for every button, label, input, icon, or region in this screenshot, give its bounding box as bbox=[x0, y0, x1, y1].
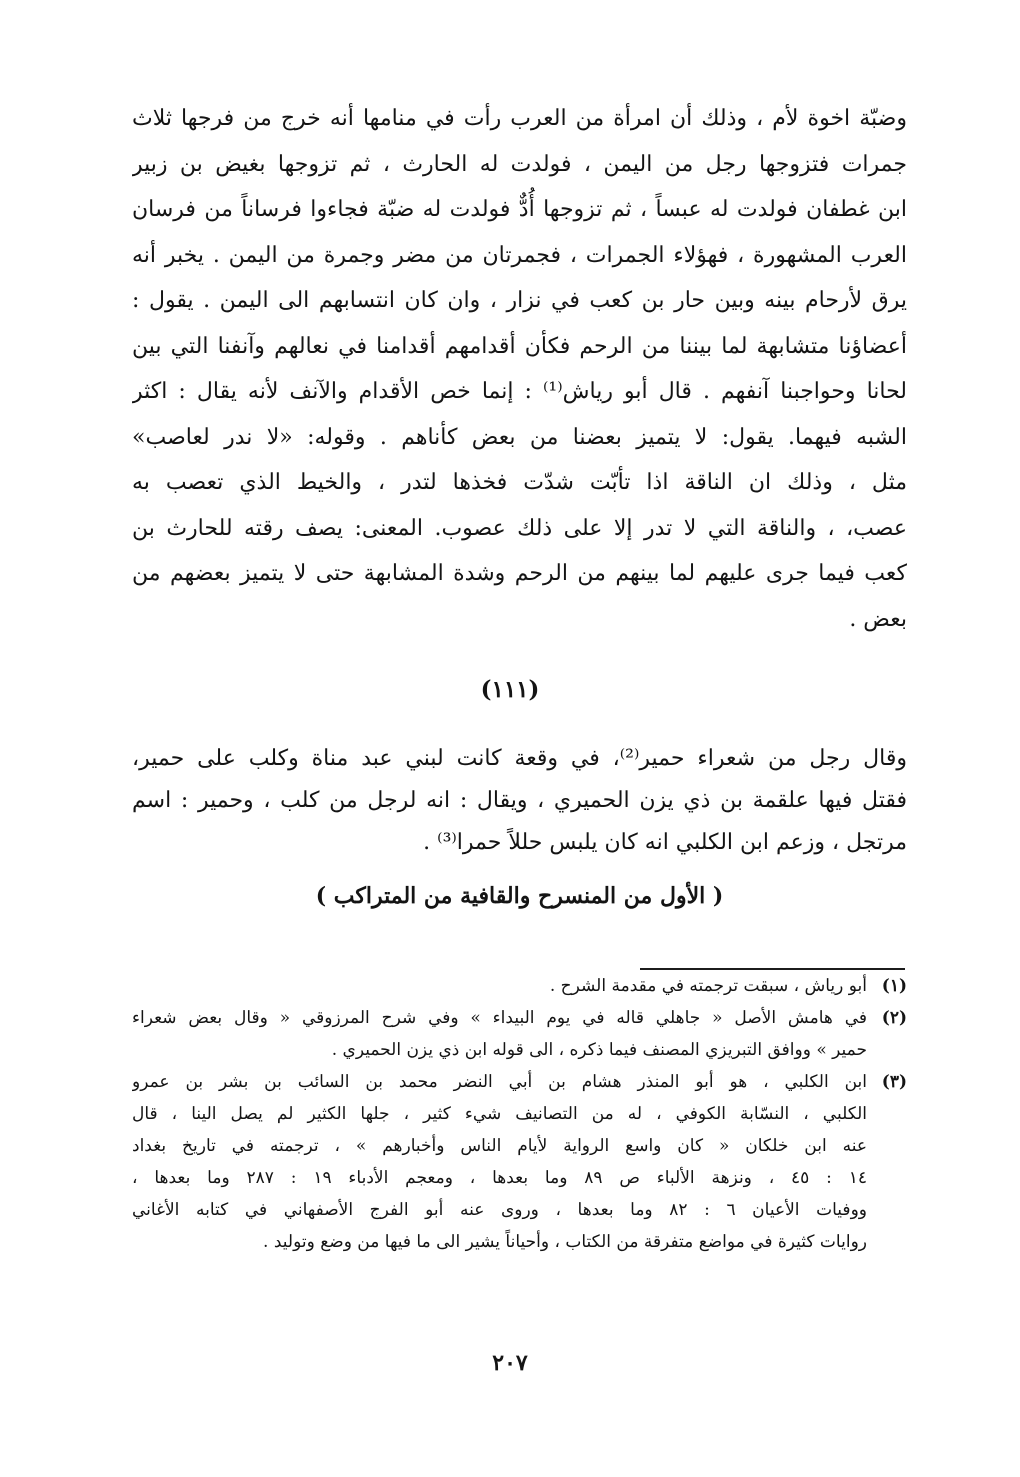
footnote-line: في هامش الأصل « جاهلي قاله في يوم البيداء » وفي شرح المرزوقي « وقال بعض شعراء bbox=[132, 1008, 867, 1028]
footnote-line: ١٤ : ٤٥ ، ونزهة الألباء ص ٨٩ وما بعدها ، ومعجم الأدباء ١٩ : ٢٨٧ وما بعدها ، bbox=[132, 1168, 867, 1188]
footnote-line: عنه ابن خلكان « كان واسع الرواية لأيام الناس وأخبارهم » ، ترجمته في تاريخ بغداد bbox=[132, 1136, 867, 1156]
text-line: العرب المشهورة ، فهؤلاء الجمرات ، فجمرتان من مضر وجمرة من اليمن . يخبر أنه bbox=[132, 242, 907, 268]
footnote-line: ابن الكلبي ، هو أبو المنذر هشام بن أبي النضر محمد بن السائب بن بشر بن عمرو bbox=[132, 1072, 867, 1092]
text-line: ابن غطفان فولدت له عبساً ، ثم تزوجها أُدٌّ فولدت له ضبّة فجاءوا فرساناً من فرسان bbox=[132, 197, 907, 222]
text-line: مرتجل ، وزعم ابن الكلبي انه كان يلبس حللاً حمرا⁽³⁾ . bbox=[423, 830, 907, 855]
text-line: كعب فيما جرى عليهم لما بينهم من الرحم وشدة المشابهة حتى لا يتميز بعضهم من bbox=[132, 561, 907, 586]
footnote-line: أبو رياش ، سبقت ترجمته في مقدمة الشرح . bbox=[549, 976, 867, 996]
text-line: عصب، ، والناقة التي لا تدر إلا على ذلك عصوب. المعنى: يصف رقته للحارث بن bbox=[132, 515, 907, 541]
footnote-1 bbox=[132, 970, 907, 1002]
footnote-line: روايات كثيرة في مواضع متفرقة من الكتاب ، وأحياناً يشير الى ما فيها من وضع وتوليد . bbox=[263, 1232, 867, 1252]
footnote-line: حمير » ووافق التبريزي المصنف فيما ذكره ، الى قوله ابن ذي يزن الحميري . bbox=[331, 1040, 867, 1060]
footnote-number: (٣) bbox=[881, 1072, 907, 1092]
text-line: بعض . bbox=[849, 606, 907, 632]
text-line: أعضاؤنا متشابهة لما بيننا من الرحم فكأن أقدامهم أقدامنا في نعالهم وآنفنا التي بين bbox=[132, 333, 907, 359]
text-line: فقتل فيها علقمة بن ذي يزن الحميري ، ويقال : انه لرجل من كلب ، وحمير : اسم bbox=[132, 788, 907, 813]
text-line: يرق لأرحام بينه وبين حار بن كعب في نزار ، وان كان انتسابهم الى اليمن . يقول : bbox=[132, 288, 907, 313]
meter-note: ( الأول من المنسرح والقافية من المتراكب ) bbox=[315, 883, 724, 909]
footnote-line: ووفيات الأعيان ٦ : ٨٢ وما بعدها ، وروى عنه أبو الفرج الأصفهاني في كتابه الأغاني bbox=[132, 1200, 867, 1220]
footnote-3 bbox=[132, 1066, 907, 1258]
text-line: الشبه فيهما. يقول: لا يتميز بعضنا من بعض كأناهم . وقوله: «لا ندر لعاصب» bbox=[132, 424, 907, 450]
footnotes bbox=[132, 970, 907, 1258]
footnote-2 bbox=[132, 1002, 907, 1066]
text-line: لحانا وحواجبنا آنفهم . قال أبو رياش⁽¹⁾ : إنما خص الأقدام والآنف لأنه يقال : اكثر bbox=[132, 379, 907, 404]
section-number: (١١١) bbox=[480, 676, 540, 703]
poem-introduction bbox=[132, 738, 907, 864]
page-number: ٢٠٧ bbox=[492, 1350, 528, 1376]
text-line: جمرات فتزوجها رجل من اليمن ، فولدت له الحارث ، ثم تزوجها بغيض بن زبير bbox=[132, 151, 907, 177]
text-line: وقال رجل من شعراء حمير⁽²⁾، في وقعة كانت لبني عبد مناة وكلب على حمير، bbox=[132, 746, 907, 771]
text-line: وضبّة اخوة لأم ، وذلك أن امرأة من العرب رأت في منامها أنه خرج من فرجها ثلاث bbox=[132, 106, 907, 131]
footnote-number: (١) bbox=[881, 976, 907, 996]
footnote-number: (٢) bbox=[881, 1008, 907, 1028]
footnote-line: الكلبي ، النسّابة الكوفي ، له من التصانيف شيء كثير ، جلها الكثير لم يصل الينا ، قال bbox=[132, 1104, 867, 1124]
commentary-paragraph bbox=[132, 96, 907, 642]
text-line: مثل ، وذلك ان الناقة اذا تأبّت شدّت فخذها لتدر ، والخيط الذي تعصب به bbox=[132, 470, 907, 495]
